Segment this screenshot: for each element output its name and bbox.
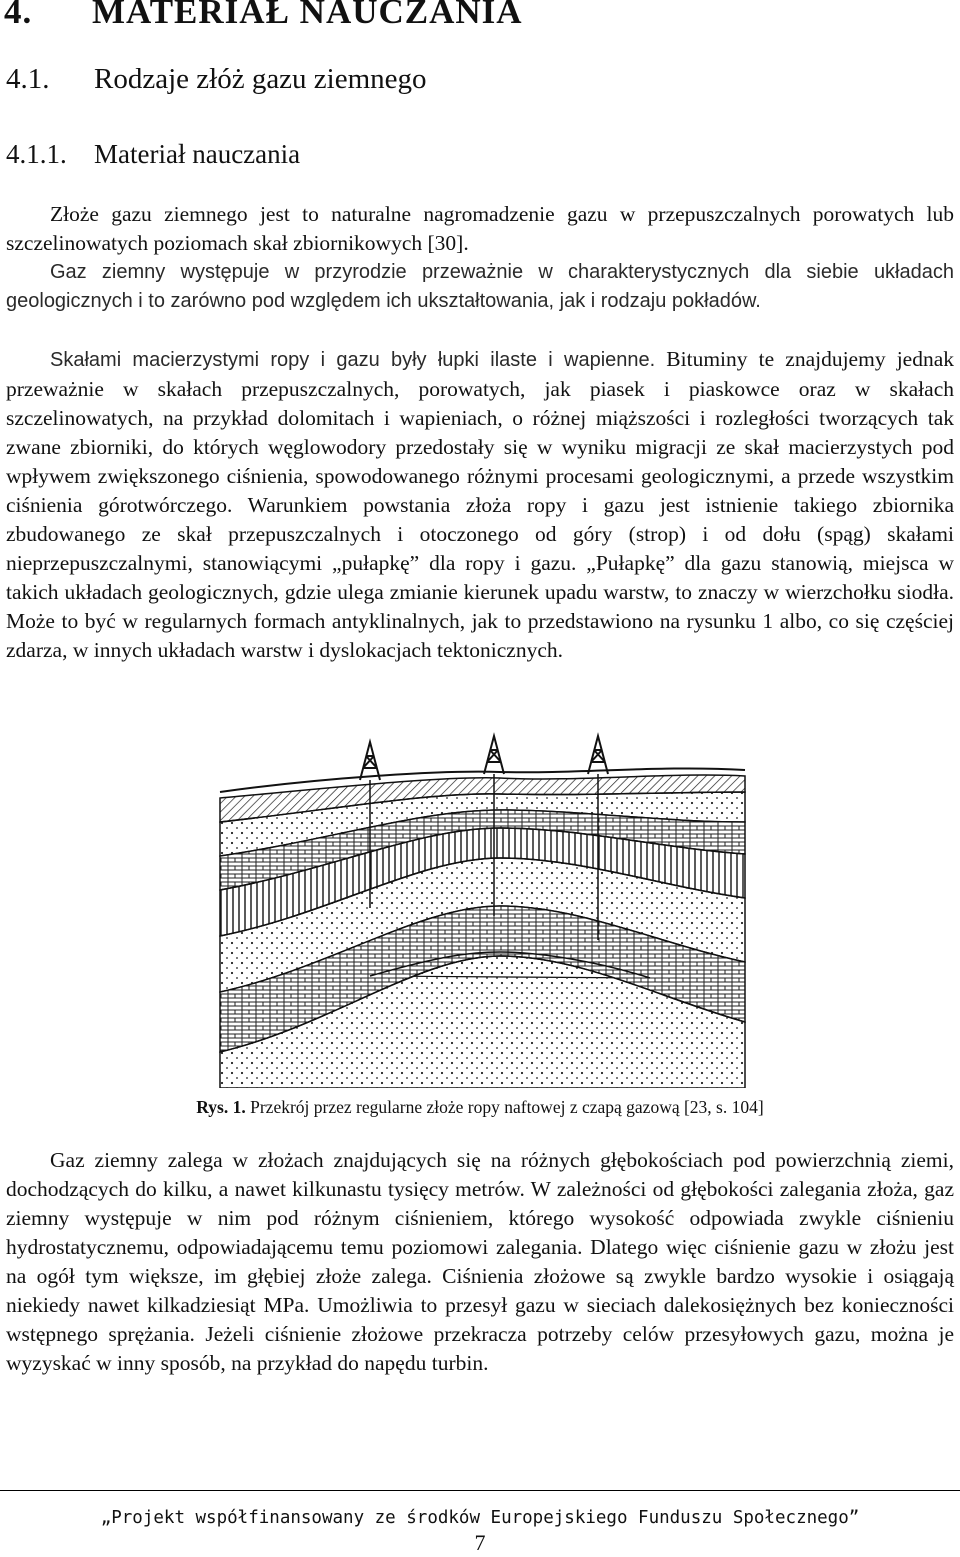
traps-text: Bituminy te znajdujemy jednak przeważnie w skałach przepuszczalnych, porowatych, jak piasek i piaskowce oraz w skałach szczelinowatych, na przykład dolomitach i wapieniach, o różnej miąższości i rozległości tworzących tak zwane zbiorniki, do których węglowodory przedostały się w wyniku migracji ze skał macierzystych pod wpływem zwiększonego ciśnienia, spowodowanego różnymi procesami geologicznymi, a przede wszystkim ciśnienia górotwórczego. Warunkiem powstania złoża ropy i gazu jest istnienie takiego zbiornika zbudowanego ze skał przepuszczalnych i otoczonego od góry (strop) i od dołu (spąg) skałami nieprzepuszczalnymi, stanowiącymi „pułapkę” dla ropy i gazu. „Pułapkę” dla gazu stanowią, miejsca w takich układach geologicznych, gdzie ulega zmianie kierunek upadu warstw, to znaczy w wierzchołku siodła. Może to być w regularnych formach antyklinalnych, jak to przedstawiono na rysunku 1 albo, co się częściej zdarza, w innych układach warstw i dyslokacjach tektonicznych. (6, 347, 954, 662)
chapter-heading (4, 0, 523, 32)
paragraph-source-rocks (6, 345, 954, 665)
paragraph-occurrence: Gaz ziemny występuje w przyrodzie przeważnie w charakterystycznych dla siebie układach geologicznych i to zarówno pod względem ich ukształtowania, jak i rodzaju pokładów. (6, 261, 954, 312)
footer-note: „Projekt współfinansowany ze środków Europejskiego Funduszu Społecznego” (100, 1508, 860, 1528)
section-heading (6, 63, 427, 96)
paragraph-definition: Złoże gazu ziemnego jest to naturalne nagromadzenie gazu w przepuszczalnych porowatych lub szczelinowatych poziomach skał zbiornikowych [30]. (6, 202, 954, 255)
source-rocks-sentence: Skałami macierzystymi ropy i gazu były łupki ilaste i wapienne. (50, 349, 656, 371)
page-number: 7 (474, 1530, 486, 1555)
figure-caption-text: Przekrój przez regularne złoże ropy naftowej z czapą gazową [23, s. 104] (245, 1097, 764, 1117)
footer-divider (0, 1490, 960, 1491)
subsection-heading (6, 139, 300, 170)
figure-caption (0, 1097, 960, 1118)
subsection-title: Materiał nauczania (94, 139, 301, 169)
geological-cross-section-figure (200, 730, 766, 1088)
subsection-number: 4.1.1. (6, 139, 67, 169)
figure-number: Rys. 1. (196, 1097, 246, 1117)
chapter-title: MATERIAŁ NAUCZANIA (92, 0, 523, 31)
section-number: 4.1. (6, 63, 50, 95)
section-title: Rodzaje złóż gazu ziemnego (94, 63, 427, 95)
paragraph-depth-pressure: Gaz ziemny zalega w złożach znajdujących się na różnych głębokościach pod powierzchnią ziemi, dochodzących do kilku, a nawet kilkunastu tysięcy metrów. W zależności od głębokości zalegania złoża, gaz ziemny występuje w nim pod różnym ciśnieniem, którego wysokość odpowiada zwykle ciśnieniu hydrostatycznemu, odpowiadającemu temu poziomowi zalegania. Dlatego więc ciśnienie gazu w złożu jest na ogół tym większe, im głębiej złoże zalega. Ciśnienia złożowe są zwykle bardzo wysokie i osiągają niekiedy nawet kilkadziesiąt MPa. Umożliwia to przesył gazu w sieciach dalekosiężnych bez konieczności wstępnego sprężania. Jeżeli ciśnienie złożowe przekracza potrzeby celów przesyłowych gazu, można je wyzyskać w inny sposób, na przykład do napędu turbin. (6, 1148, 954, 1375)
chapter-number: 4. (4, 0, 33, 31)
